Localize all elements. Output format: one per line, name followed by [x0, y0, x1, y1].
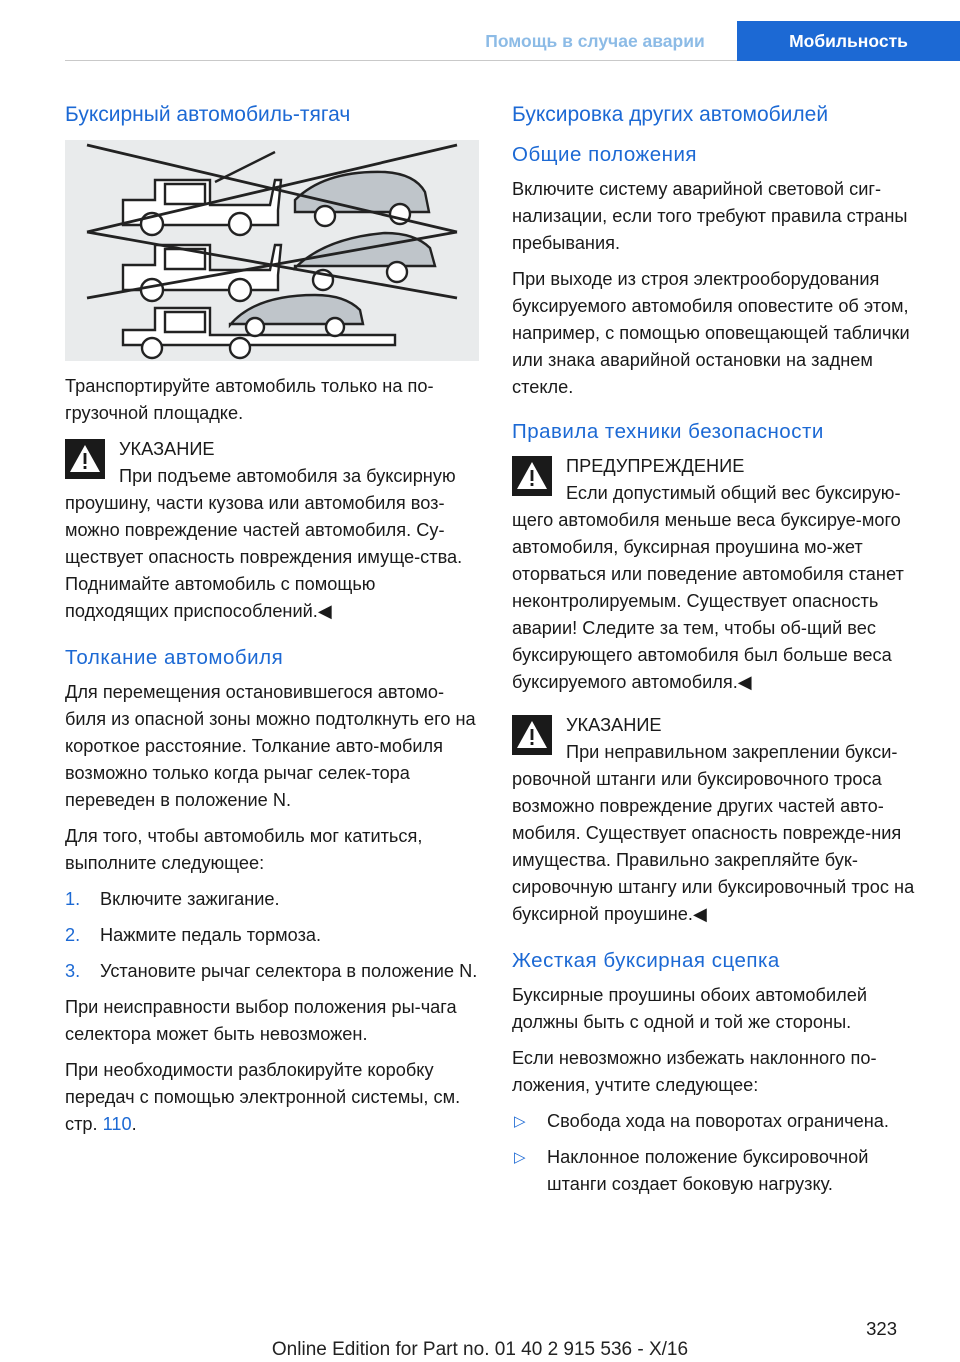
rigid-paragraph-1: Буксирные проушины обоих автомобилей должны быть с одной и той же стороны. — [512, 985, 867, 1032]
note-block — [512, 712, 926, 928]
general-paragraph-1: Включите систему аварийной световой сиг-нализации, если того требуют правила страны пребывания. — [512, 179, 908, 253]
towing-others-heading: Буксировка других автомобилей — [512, 103, 829, 126]
right-column — [512, 100, 926, 1207]
general-paragraph-2: При выходе из строя электрооборудования буксируемого автомобиля оповестите об этом, например, с помощью оповещающей таблички или знака аварийной остановки на заднем стекле. — [512, 269, 910, 397]
page-link[interactable]: 110 — [102, 1114, 132, 1134]
push-heading: Толкание автомобиля — [65, 646, 284, 669]
list-item — [512, 1108, 926, 1135]
bullet-text: Наклонное положение буксировочной штанги создает боковую нагрузку. — [547, 1147, 869, 1194]
note-block — [65, 436, 479, 625]
list-item — [512, 1144, 926, 1198]
step-number: 3. — [65, 961, 81, 981]
tow-truck-heading: Буксирный автомобиль-тягач — [65, 103, 351, 126]
push-paragraph-2: Для того, чтобы автомобиль мог катиться, выполните следующее: — [65, 826, 423, 873]
page-number: 323 — [866, 1318, 897, 1339]
header-section-title: Помощь в случае аварии — [485, 31, 705, 51]
list-item — [65, 958, 479, 985]
steps-list — [65, 886, 479, 985]
tow-truck-illustration — [65, 140, 479, 361]
warning-triangle-icon — [512, 715, 552, 755]
general-heading: Общие положения — [512, 143, 698, 166]
warning-text: Если допустимый общий вес буксирую-щего автомобиля меньше веса буксируе-мого автомобиля, буксирная проушина мо-жет оторваться или поведение автомобиля станет неконтролируемым. Существует опасность аварии! Следите за тем, чтобы об-щий вес буксирующего автомобиля был больше веса буксируемого автомобиля.◀ — [512, 483, 904, 692]
header-active-tab[interactable]: Мобильность — [737, 21, 960, 61]
rigid-paragraph-2: Если невозможно избежать наклонного по-ложения, учтите следующее: — [512, 1048, 877, 1095]
note-keyword: УКАЗАНИЕ — [119, 439, 215, 459]
push-paragraph-4-text: При необходимости разблокируйте коробку передач с помощью электронной системы, см. стр. — [65, 1060, 461, 1134]
safety-heading: Правила техники безопасности — [512, 420, 824, 443]
push-paragraph-1: Для перемещения остановившегося автомо-биля из опасной зоны можно подтолкнуть его на короткое расстояние. Толкание авто-мобиля возможно только когда рычаг селек-тора переведен в положение N. — [65, 682, 476, 810]
step-text: Нажмите педаль тормоза. — [100, 925, 322, 945]
left-column — [65, 100, 479, 1147]
step-number: 1. — [65, 889, 81, 909]
header-divider — [65, 60, 737, 61]
warning-keyword: ПРЕДУПРЕЖДЕНИЕ — [566, 456, 745, 476]
note-text: При подъеме автомобиля за буксирную проушину, части кузова или автомобиля воз-можно повреждение частей автомобиля. Су-ществует опасность повреждения имуще-ства. Поднимайте автомобиль с помощью подходящих приспособлений.◀ — [65, 466, 463, 621]
push-paragraph-4-end: . — [131, 1114, 137, 1134]
note-text: При неправильном закреплении букси-ровочной штанги или буксировочного троса возможно повреждение других частей авто-мобиля. Существует опасность поврежде-ния имущества. Правильно закрепляйте бук-сировочную штангу или буксировочный трос на буксирной проушине.◀ — [512, 742, 915, 924]
rigid-hitch-heading: Жесткая буксирная сцепка — [512, 949, 780, 972]
warning-block — [512, 453, 926, 696]
triangle-right-icon: ▷ — [514, 1113, 526, 1130]
warning-triangle-icon — [65, 439, 105, 479]
tow-methods-figure — [65, 140, 479, 361]
triangle-right-icon: ▷ — [514, 1149, 526, 1166]
push-paragraph-4 — [65, 1057, 479, 1138]
list-item — [65, 886, 479, 913]
bullet-text: Свобода хода на поворотах ограничена. — [547, 1111, 889, 1131]
figure-caption: Транспортируйте автомобиль только на по-грузочной площадке. — [65, 376, 434, 423]
warning-triangle-icon — [512, 456, 552, 496]
note-keyword: УКАЗАНИЕ — [566, 715, 662, 735]
step-number: 2. — [65, 925, 81, 945]
footer-edition: Online Edition for Part no. 01 40 2 915 536 - X/16 — [271, 1339, 689, 1360]
list-item — [65, 922, 479, 949]
step-text: Включите зажигание. — [100, 889, 280, 909]
step-text: Установите рычаг селектора в положение N. — [100, 961, 478, 981]
bullet-list — [512, 1108, 926, 1198]
push-paragraph-3: При неисправности выбор положения ры-чага селектора может быть невозможен. — [65, 997, 457, 1044]
